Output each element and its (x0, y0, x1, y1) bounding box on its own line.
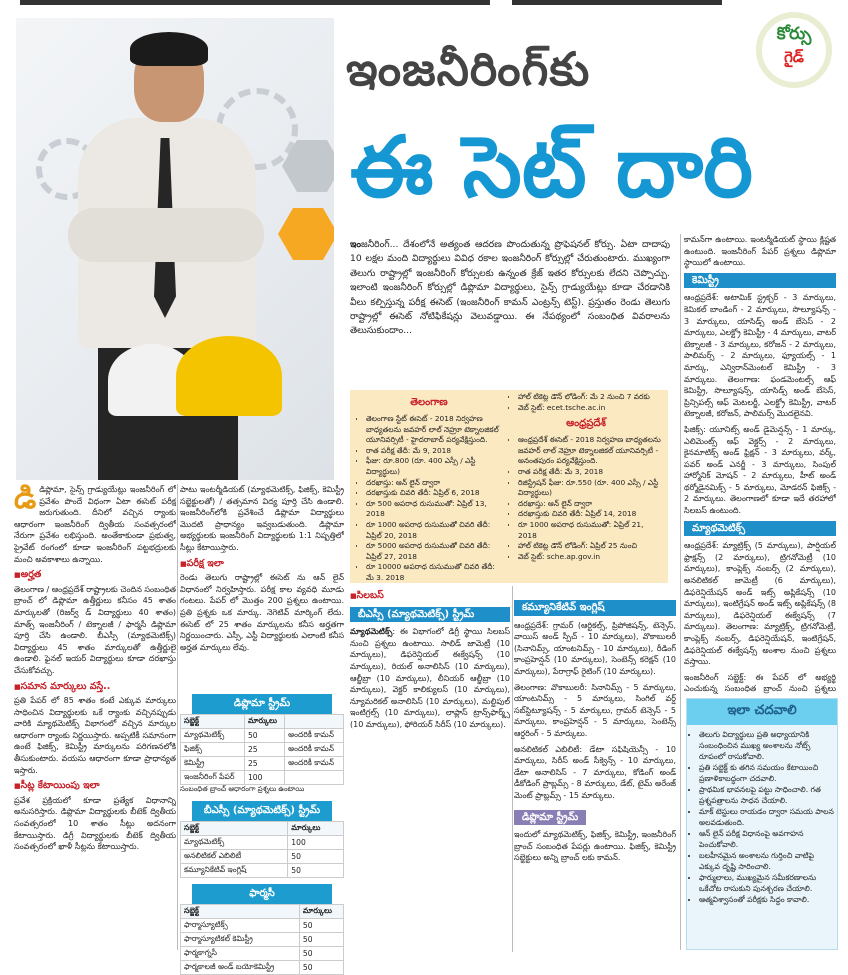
column-3 (350, 586, 510, 954)
list-item: • ప్రతి సబ్జెక్ట్ కు తగిన సమయం కేటాయించి ప్రణాళికాబద్ధంగా చదవాలి. (699, 762, 837, 784)
how-to-study-heading: ఇలా చదవాలి (687, 699, 837, 725)
yellow-helmet (176, 336, 282, 416)
english-ap: ఆంధ్రప్రదేశ్: గ్రామర్ (ఆర్టికల్స్, ప్రిపోజిషన్స్, టెన్సెస్, వాయిస్ అండ్ స్పీచ్ - 10 మార్కులు), వొకాబులరీ (సినానిమ్స్, యాంటనిమ్స్ - 10 మార్కులు), రీడింగ్ కాంప్రహెన్షన్ (10 మార్కులు), సెంటెన్స్ కరెక్షన్ (10 మార్కులు), పేరాగ్రాఫ్ రైటింగ్ (10 మార్కులు). (514, 620, 676, 676)
list-item: • ఫార్ములాలు, ముఖ్యమైన సమీకరణాలను ఒకేచోట రాసుకుని పునశ్చరణ చేయాలి. (699, 872, 837, 894)
chemistry-text: ఆంధ్రప్రదేశ్: అటామిక్ స్ట్రక్చర్ - 3 మార్కులు, కెమికల్ బాండింగ్ - 2 మార్కులు, సొల్యూషన్స్ - 3 మార్కులు, యాసిడ్స్ అండ్ బేసెస్ - 2 మార్కులు, ఎలక్ట్రో కెమిస్ట్రీ - 4 మార్కులు, వాటర్ టెక్నాలజీ - 3 మార్కులు, కరోజన్ - 2 మార్కులు, పాలిమర్స్ - 2 మార్కులు, ఫ్యూయల్స్ - 1 మార్కు, ఎన్విరాన్‌మెంటల్ కెమిస్ట్రీ - 3 మార్కులు. తెలంగాణ: ఫండమెంటల్స్ ఆఫ్ కెమిస్ట్రీ, సొల్యూషన్స్, యాసిడ్స్ అండ్ బేసెస్, ప్రిన్సిపల్స్ ఆఫ్ మెటలర్జీ, ఎలక్ట్రో కెమిస్ట్రీ, వాటర్ టెక్నాలజీ, కరోజన్, పాలిమర్స్ మొదలైనవి. (684, 293, 836, 419)
table-row: మ్యాథమెటిక్స్ 50 అందరికీ కామన్ (181, 729, 344, 743)
equal-marks-text: ప్రతి పేపర్ లో 85 శాతం కంటే ఎక్కువ మార్కులు సాధించిన విద్యార్థులకు ఒకే ర్యాంకు వచ్చినప్పుడు వారికి మ్యాథమెటిక్స్ విభాగంలో వచ్చిన మార్కుల ఆధారంగా ర్యాంకు నిర్ణయిస్తారు. అప్పటికీ సమానంగా ఉంటే ఫిజిక్స్, కెమిస్ట్రీ మార్కులను పరిగణనలోకి తీసుకుంటారు. వయసు ఆధారంగా కూడా ప్రాధాన్యత ఇస్తారు. (14, 696, 176, 775)
list-item: • హాల్ టికెట్ల డౌన్ లోడింగ్: మే 2 నుంచి 7 వరకు (518, 392, 664, 403)
list-item: • మాక్ టెస్టులు రాయడం ద్వారా సమయ పాలన అలవడుతుంది. (699, 806, 837, 828)
diploma-note: సంబంధిత బ్రాంచ్ ఆధారంగా ప్రశ్నలు ఉంటాయి (180, 785, 305, 793)
english-ts: తెలంగాణ: వొకాబులరీ: సినానిమ్స్ - 5 మార్కులు, యాంటనిమ్స్ - 5 మార్కులు, సింగిల్ వర్డ్ సబ్‌స్టిట్యూషన్స్ - 5 మార్కులు, గ్రామర్ టెన్సెస్ - 5 మార్కులు, కాంప్రహెన్షన్ - 5 మార్కులు, సెంటెన్స్ ఆర్డరింగ్ - 5 మార్కులు. (514, 682, 676, 738)
pharmacy-table-title: ఫార్మసీ (192, 884, 332, 904)
person-hair (130, 32, 208, 66)
table-row: ఫిజిక్స్ 25 అందరికీ కామన్ (181, 743, 344, 757)
lead-paragraph: డిడిప్లొమా, సైన్స్ గ్రాడ్యుయేట్లు ఇంజనీరింగ్ లో ప్రవేశం పొందే విధంగా ఏటా ఈసెట్ పరీక్ష జరుగుతుంది. దీనిలో వచ్చిన ర్యాంకు ఆధారంగా ఇంజనీరింగ్ ద్వితీయ సంవత్సరంలో నేరుగా ప్రవేశం లభిస్తుంది. అంతేకాకుండా ప్రభుత్వ, ప్రైవేట్ రంగంలో కూడా ఇంజనీరింగ్ పట్టభద్రులకు మంచి అవకాశాలు ఉన్నాయి. (14, 484, 176, 564)
th-note (285, 715, 344, 729)
table-row: కమ్యూనికేటివ్ ఇంగ్లిష్ 50 (181, 864, 344, 878)
bsc-table-title: బీఎస్సీ (మ్యాథమెటిక్స్) స్ట్రీమ్ (192, 801, 332, 821)
badge-line2: గైడ్ (784, 48, 804, 66)
list-item: • రూ 1000 అపరాధ రుసుముతో చివరి తేదీ: ఏప్రిల్ 20, 2018 (366, 520, 502, 541)
column-1 (14, 484, 176, 954)
headline-main: ఈ సెట్ దారి (350, 118, 753, 216)
list-item: • దరఖాస్తుకు చివరి తేదీ: ఏప్రిల్ 6, 2018 (366, 488, 502, 499)
col5-top: కామన్‌గా ఉంటాయి. ఇంటర్మీడియట్ స్థాయి క్లిష్టత ఉంటుంది. ఇంజనీరింగ్ పేపర్ ప్రశ్నలు డిప్లొమా స్థాయిలో ఉంటాయి. (684, 235, 836, 268)
diploma-table (180, 714, 344, 785)
andhra-notice (508, 392, 664, 580)
seat-allocation-heading: ■ సీట్ల కేటాయింపు ఇలా (14, 780, 176, 793)
list-item: • రూ 1000 అపరాధ రుసుముతో: ఏప్రిల్ 21, 2018 (518, 520, 664, 541)
table-row: ఫార్మాస్యూటిక్స్ 50 (181, 919, 344, 933)
list-item: • ఆంధ్రప్రదేశ్ ఈసెట్ - 2018 నిర్వహణ బాధ్యతలను జవహర్ లాల్ నెహ్రూ టెక్నాలజికల్ యూనివర్సిటీ - అనంతపురం పర్యవేక్షిస్తుంది. (518, 435, 664, 467)
list-item: • హాల్ టికెట్ల డౌన్ లోడింగ్: ఏప్రిల్ 25 నుంచి (518, 541, 664, 552)
th-subject: సబ్జెక్ట్ (181, 715, 245, 729)
table-row: ఫార్మకాగ్నసీ 50 (181, 947, 344, 961)
table-row: కెమిస్ట్రీ 25 అందరికీ కామన్ (181, 757, 344, 771)
col2-text: పాటు ఇంటర్మీడియట్ (మ్యాథమెటిక్స్, ఫిజిక్స్, కెమిస్ట్రీ సబ్జెక్టులతో) / తత్సమాన విద్య పూర్తి చేసి ఉండాలి. ఇంజనీరింగ్‌లోకి ప్రవేశించే డిప్లొమా విద్యార్థులు మొదటి ప్రాధాన్యం ఇవ్వబడుతుంది. డిప్లొమా అభ్యర్థులకు ఇంజనీరింగ్ విద్యార్థులకు 1:1 నిష్పత్తిలో సీట్లు కేటాయిస్తారు. (180, 485, 344, 552)
list-item: • వెబ్ సైట్: sche.ap.gov.in (518, 552, 664, 563)
table-row: అనలిటికల్ ఎబిలిటీ 50 (181, 850, 344, 864)
list-item: • ఆన్ లైన్ పరీక్ష విధానంపై అవగాహన పెంచుకోవాలి. (699, 828, 837, 850)
table-row: మ్యాథమెటిక్స్ 100 (181, 836, 344, 850)
list-item: • రాత పరీక్ష తేదీ: మే 9, 2018 (366, 446, 502, 457)
list-item: • దరఖాస్తు: ఆన్ లైన్ ద్వారా (366, 478, 502, 489)
syllabus-heading: ■ సిలబస్ (350, 590, 510, 603)
andhra-heading: ఆంధ్రప్రదేశ్ (566, 418, 606, 430)
list-item: • దరఖాస్తుకు చివరి తేదీ: ఏప్రిల్ 14, 2018 (518, 509, 664, 520)
equal-marks-heading: ■ సమాన మార్కులు వస్తే.. (14, 681, 176, 694)
pharmacy-table: సబ్జెక్ట్ మార్కులు ఫార్మాస్యూటిక్స్ 50 ఫార్మాస్యూటికల్ కెమిస్ట్రీ 50 ఫార్మకాగ్నసీ 50 ఫార్మకాలజీ అండ్ బయోకెమిస్ట్రీ 50 (180, 904, 344, 975)
diploma-table-title: డిప్లొమా స్ట్రీమ్ (192, 694, 332, 714)
engineering-paper-text: ఇంజనీరింగ్ సబ్జెక్ట్: ఈ పేపర్ లో అభ్యర్థి ఎంచుకున్న సంబంధిత బ్రాంచ్ నుంచి ప్రశ్నలు (684, 672, 836, 694)
bsc-stream-heading: బీఎస్సీ (మ్యాథమెటిక్స్) స్ట్రీమ్ (350, 607, 510, 623)
column-5 (684, 234, 836, 694)
list-item: • బలహీనమైన అంశాలను గుర్తించి వాటిపై ఎక్కువ దృష్టి సారించాలి. (699, 850, 837, 872)
column-divider (512, 586, 513, 952)
table-row: ఫార్మకాలజీ అండ్ బయోకెమిస్ట్రీ 50 (181, 961, 344, 975)
diploma-stream-text: ఇందులో మ్యాథమెటిక్స్, ఫిజిక్స్, కెమిస్ట్రీ, ఇంజనీరింగ్ బ్రాంచ్ సంబంధిత పేపర్లు ఉంటాయి. ఫిజిక్స్, కెమిస్ట్రీ సబ్జెక్టులు అన్ని బ్రాంచ్ లకు కామన్. (514, 830, 676, 863)
th-marks: మార్కులు (244, 715, 284, 729)
course-guide-badge (756, 12, 832, 88)
headline-top: ఇంజనీరింగ్‌కు (346, 42, 591, 96)
column-2 (180, 484, 344, 684)
crossed-arms (68, 208, 264, 262)
table-row: ఇంజనీరింగ్ పేపర్ 100 (181, 771, 344, 785)
list-item: • వెబ్ సైట్: ecet.tsche.ac.in (518, 403, 664, 414)
physics-text: ఫిజిక్స్: యూనిట్స్ అండ్ డైమెన్షన్స్ - 1 మార్కు, ఎలిమెంట్స్ ఆఫ్ వెక్టర్స్ - 2 మార్కులు, కైనమాటిక్స్ అండ్ ఫ్రిక్షన్ - 3 మార్కులు, వర్క్, పవర్ అండ్ ఎనర్జీ - 3 మార్కులు, సింపుల్ హార్మోనిక్ మోషన్ - 2 మార్కులు, హీట్ అండ్ థర్మోడైనమిక్స్ - 5 మార్కులు, మోడరన్ ఫిజిక్స్ - 2 మార్కులు. తెలంగాణలో కూడా ఇదే తరహాలో సిలబస్ ఉంటుంది. (684, 424, 836, 516)
eligibility-text: తెలంగాణ / ఆంధ్రప్రదేశ్ రాష్ట్రాలకు చెందిన సంబంధిత బ్రాంచ్ లో డిప్లొమా ఉత్తీర్ణులు కనీసం 45 శాతం మార్కులతో (రిజర్వ్ డ్ విద్యార్థులు 40 శాతం) మాత్స్ ఇంజనీరింగ్ / టెక్నాలజీ / ఫార్మసీ డిప్లొమా పూర్తి చేసి ఉండాలి. బీఎస్సీ (మ్యాథమెటిక్స్) విద్యార్థులు 45 శాతం మార్కులతో ఉత్తీర్ణులై ఉండాలి. ఫైనల్ ఇయర్ విద్యార్థులు కూడా దరఖాస్తు చేసుకోవచ్చు. (14, 584, 176, 675)
maths-text: ఆంధ్రప్రదేశ్: మ్యాట్రిక్స్ (5 మార్కులు), పార్షియల్ ఫ్రాక్షన్స్ (2 మార్కులు), ట్రిగనోమెట్రీ (10 మార్కులు), కాంప్లెక్స్ నంబర్స్ (2 మార్కులు), అనలిటికల్ జామెట్రీ (6 మార్కులు), డిఫరెన్షియేషన్ అండ్ ఇట్స్ అప్లికేషన్స్ (10 మార్కులు), ఇంటిగ్రేషన్ అండ్ ఇట్స్ అప్లికేషన్స్ (8 మార్కులు), డిఫరెన్షియల్ ఈక్వేషన్స్ (7 మార్కులు). తెలంగాణ: మ్యాట్రిక్స్, ట్రిగనోమెట్రీ, కాంప్లెక్స్ నంబర్స్, డిఫరెన్షియేషన్, ఇంటిగ్రేషన్, డిఫరెన్షియల్ ఈక్వేషన్స్ అంశాల నుంచి ప్రశ్నలు వస్తాయి. (684, 541, 836, 667)
column-4 (514, 596, 676, 954)
column-divider (177, 484, 178, 950)
telangana-notice (356, 392, 502, 580)
list-item: • రూ 5000 అపరాధ రుసుముతో చివరి తేదీ: ఏప్రిల్ 27, 2018 (366, 541, 502, 562)
chemistry-heading: కెమిస్ట్రీ (684, 273, 836, 289)
list-item: • రూ 500 అపరాధ రుసుముతో: ఏప్రిల్ 13, 2018 (366, 499, 502, 520)
list-item: • ఫీజు: రూ.800 (రూ. 400 ఎస్సీ / ఎస్టీ విద్యార్థులు) (366, 456, 502, 477)
exam-text: రెండు తెలుగు రాష్ట్రాల్లో ఈసెట్ ను ఆన్ లైన్ విధానంలో నిర్వహిస్తారు. పరీక్ష కాల వ్యవధి మూడు గంటలు. పేపర్ లో మొత్తం 200 ప్రశ్నలు ఉంటాయి. ప్రతి ప్రశ్నకు ఒక మార్కు. నెగెటివ్ మార్కింగ్ లేదు. ఈసెట్ లో 25 శాతం మార్కులను కనీస అర్హతగా నిర్ణయించారు. ఎస్సీ, ఎస్టీ విద్యార్థులకు ఎలాంటి కనీస అర్హత మార్కులు లేవు. (180, 573, 344, 652)
exam-heading: ■ పరీక్ష ఇలా (180, 558, 344, 571)
english-heading: కమ్యూనికేటివ్ ఇంగ్లిష్ (514, 600, 676, 616)
bsc-table: సబ్జెక్ట్ మార్కులు మ్యాథమెటిక్స్ 100 అనలిటికల్ ఎబిలిటీ 50 కమ్యూనికేటివ్ ఇంగ్లిష్ 50 (180, 821, 344, 878)
list-item: • రిజిస్ట్రేషన్ ఫీజు: రూ.550 (రూ. 400 ఎస్సీ / ఎస్టీ విద్యార్థులు) (518, 478, 664, 499)
maths-syllabus: మ్యాథమెటిక్స్: ఈ విభాగంలో డిగ్రీ స్థాయి సిలబస్ నుంచి ప్రశ్నలు ఉంటాయి. సాలిడ్ జామెట్రీ (10 మార్కులు), డిఫరెన్షియల్ ఈక్వేషన్స్ (10 మార్కులు), రియల్ అనాలిసిస్ (10 మార్కులు), ఆల్జీబ్రా (10 మార్కులు), లీనియర్ ఆల్జీబ్రా (10 మార్కులు), వెక్టర్ కాలిక్యులస్ (10 మార్కులు), న్యూమరికల్ అనాలిసిస్ (10 మార్కులు), మల్టిపుల్ ఇంటిగ్రల్స్ (10 మార్కులు), లాప్లాస్ ట్రాన్స్‌ఫార్మ్స్ (10 మార్కులు), ఫోరియర్ సిరీస్ (10 మార్కులు). (350, 627, 510, 729)
top-rule (0, 0, 848, 8)
seat-allocation-text: ప్రవేశ ప్రక్రియలో కూడా ప్రత్యేక విధానాన్ని అనుసరిస్తారు. డిప్లొమా విద్యార్థులకు బీటెక్ ద్వితీయ సంవత్సరంలో 10 శాతం సీట్లు అదనంగా కేటాయిస్తారు. డిగ్రీ విద్యార్థులకు బీటెక్ ద్వితీయ సంవత్సరంలో ఖాళీ సీట్లను కేటాయిస్తారు. (14, 795, 176, 852)
diploma-stream-heading: డిప్లొమా స్ట్రీమ్ (514, 810, 586, 826)
list-item: • దరఖాస్తు: ఆన్ లైన్ ద్వారా (518, 499, 664, 510)
badge-line1: కోర్సు (776, 24, 812, 44)
notification-box (350, 390, 668, 583)
intro-paragraph: ఇంజనీరింగ్‌... దేశంలోనే అత్యంత ఆదరణ పొందుతున్న ప్రొఫెషనల్ కోర్సు. ఏటా దాదాపు 10 లక్షల మంది విద్యార్థులు వివిధ రకాల ఇంజనీరింగ్ కోర్సుల్లో చేరుతుంటారు. ముఖ్యంగా తెలుగు రాష్ట్రాల్లో ఇంజనీరింగ్ కోర్సులకు ఉన్నంత క్రేజ్ ఇతర కోర్సులకు లేదని చెప్పొచ్చు. ఇలాంటి ఇంజనీరింగ్ కోర్సుల్లో డిప్లొమా విద్యార్థులు, సైన్స్ గ్రాడ్యుయేట్లు కూడా చేరడానికి వీలు కల్పిస్తున్న పరీక్ష ఈసెట్ (ఇంజనీరింగ్ కామన్ ఎంట్రన్స్ టెస్ట్). ప్రస్తుతం రెండు తెలుగు రాష్ట్రాల్లో ఈసెట్ నోటిఫికేషన్లు వెలువడ్డాయి. ఈ నేపథ్యంలో సంబంధిత వివరాలను తెలుసుకుందాం... (350, 239, 670, 337)
marks-tables (180, 688, 344, 972)
hero-image (16, 18, 334, 480)
telangana-heading: తెలంగాణ (410, 397, 448, 408)
list-item: • ఆత్మవిశ్వాసంతో పరీక్షకు సిద్ధం కావాలి. (699, 894, 837, 905)
list-item: • తెలంగాణ స్టేట్ ఈసెట్ - 2018 నిర్వహణ బాధ్యతలను జవహర్ లాల్ నెహ్రూ టెక్నాలజికల్ యూనివర్సిటీ - హైదరాబాద్ పర్యవేక్షిస్తుంది. (366, 414, 502, 446)
column-divider (680, 234, 681, 950)
eligibility-heading: ■ అర్హత (14, 569, 176, 582)
list-item: • రాత పరీక్ష తేదీ: మే 3, 2018 (518, 467, 664, 478)
list-item: • తెలుగు విద్యార్థులు ప్రతి అధ్యాయానికి సంబంధించిన ముఖ్య అంశాలను నోట్స్ రూపంలో రాసుకోవాలి. (699, 729, 837, 762)
how-to-study-box (686, 698, 838, 950)
maths-heading: మ్యాథమెటిక్స్ (684, 521, 836, 537)
analytical-ability: అనలిటికల్ ఎబిలిటీ: డేటా సఫిషియెన్సీ - 10 మార్కులు, సిరీస్ అండ్ సీక్వెన్స్ - 10 మార్కులు, డేటా అనాలిసిస్ - 7 మార్కులు, కోడింగ్ అండ్ డీకోడింగ్ ప్రాబ్లమ్స్ - 8 మార్కులు, డేట్, టైమ్ అరేంజ్ మెంట్ ప్రాబ్లమ్స్ - 15 మార్కులు. (514, 744, 676, 800)
table-row: ఫార్మాస్యూటికల్ కెమిస్ట్రీ 50 (181, 933, 344, 947)
list-item: • రూ 10000 అపరాధ రుసుముతో చివరి తేదీ: మే 3, 2018 (366, 562, 502, 580)
list-item: • ప్రాథమిక భావనలపై పట్టు సాధించాలి. గత ప్రశ్నపత్రాలను సాధన చేయాలి. (699, 784, 837, 806)
